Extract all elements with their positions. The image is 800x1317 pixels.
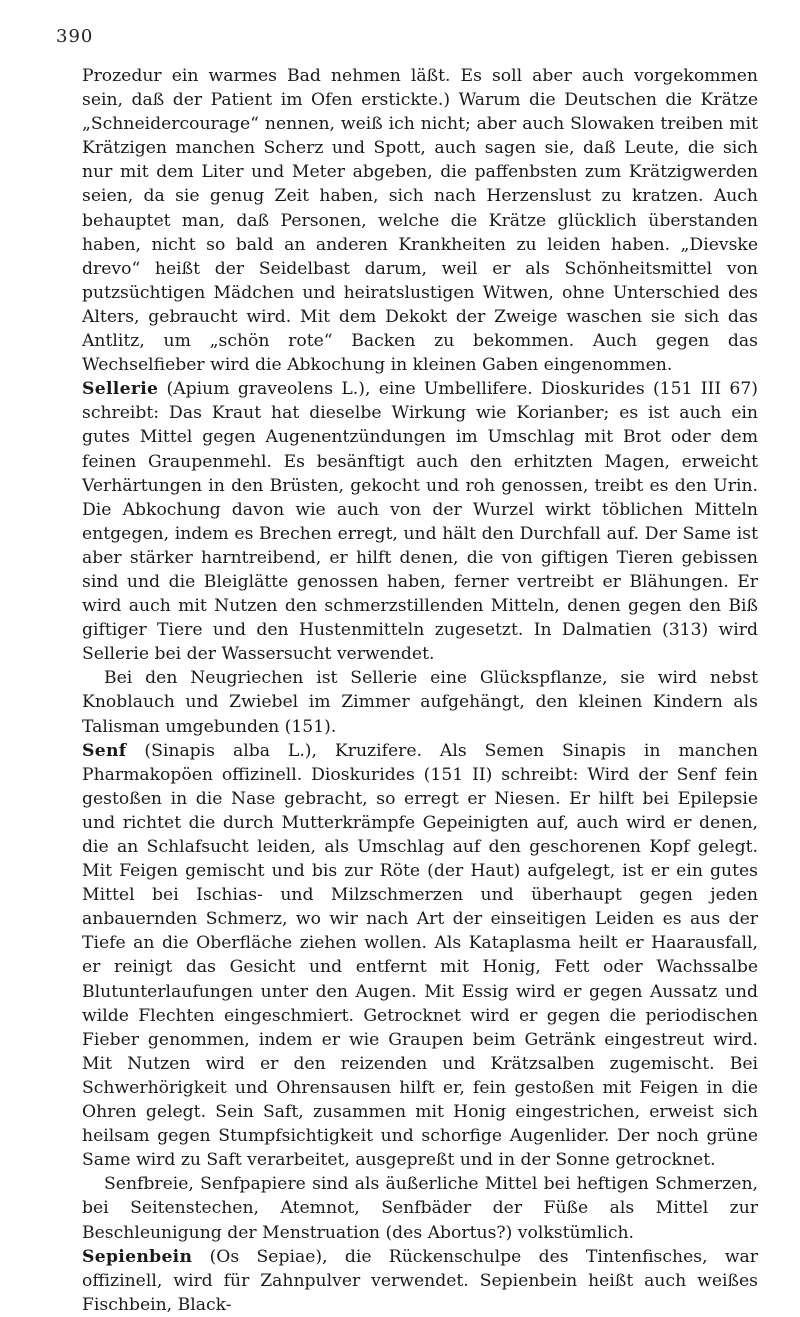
paragraph-continuation — [82, 64, 758, 377]
entry-sellerie — [82, 377, 758, 666]
paragraph-text: Prozedur ein warmes Bad nehmen läßt. Es soll aber auch vorgekommen sein, daß der Patient im Ofen erstickte.) Warum die Deutschen die Krätze „Schneidercourage“ nennen, weiß ich nicht; aber auch Slowaken treiben mit Krätzigen manchen Scherz und Spott, auch sagen sie, daß Leute, die sich nur mit dem Liter und Meter abgeben, die paffenbsten zum Krätzigwerden seien, da sie genug Zeit haben, sich nach Herzenslust zu kratzen. Auch behauptet man, daß Personen, welche die Krätze glücklich überstanden haben, nicht so bald an anderen Krankheiten zu leiden haben. „Dievske drevo“ heißt der Seidelbast darum, weil er als Schönheitsmittel von putzsüchtigen Mädchen und heiratslustigen Witwen, ohne Unterschied des Alters, gebraucht wird. Mit dem Dekokt der Zweige waschen sie sich das Antlitz, um „schön rote“ Backen zu bekommen. Auch gegen das Wechselfieber wird die Abkochung in kleinen Gaben eingenommen. — [82, 66, 758, 376]
page-body — [82, 64, 758, 1317]
entry-senf — [82, 739, 758, 1173]
entry-text: (Apium graveolens L.), eine Umbellifere. Dioskurides (151 III 67) schreibt: Das Kraut hat dieselbe Wirkung wie Korianber; es ist auch ein gutes Mittel gegen Augenentzündungen im Umschlag mit Brot oder dem feinen Graupenmehl. Es besänftigt auch den erhitzten Magen, erweicht Verhärtungen in den Brüsten, gekocht und roh genossen, treibt es den Urin. Die Abkochung davon wie auch von der Wurzel wirkt töblichen Mitteln entgegen, indem es Brechen erregt, und hält den Durchfall auf. Der Same ist aber stärker harntreibend, er hilft denen, die von giftigen Tieren gebissen sind und die Bleiglätte genossen haben, ferner vertreibt er Blähungen. Er wird auch mit Nutzen den schmerzstillenden Mitteln, denen gegen den Biß giftiger Tiere und den Hustenmitteln zugesetzt. In Dalmatien (313) wird Sellerie bei der Wassersucht verwendet. — [82, 379, 758, 665]
paragraph-senfbreie — [82, 1172, 758, 1244]
entry-text: (Sinapis alba L.), Kruzifere. Als Semen Sinapis in manchen Pharmakopöen offizinell. Dioskurides (151 II) schreibt: Wird der Senf fein gestoßen in die Nase gebracht, so erregt er Niesen. Er hilft bei Epilepsie und richtet die durch Mutterkrämpfe Gepeinigten auf, auch wird er denen, die an Schlafsucht leiden, als Umschlag auf den geschorenen Kopf gelegt. Mit Feigen gemischt und bis zur Röte (der Haut) aufgelegt, ist er ein gutes Mittel bei Ischias- und Milzschmerzen und überhaupt gegen jeden anbauernden Schmerz, wo wir nach Art der einseitigen Leiden es aus der Tiefe an die Oberfläche ziehen wollen. Als Kataplasma heilt er Haarausfall, er reinigt das Gesicht und entfernt mit Honig, Fett oder Wachssalbe Blutunterlaufungen unter den Augen. Mit Essig wird er gegen Aussatz und wilde Flechten eingeschmiert. Getrocknet wird er gegen die periodischen Fieber genommen, indem er wie Graupen beim Getränk eingestreut wird. Mit Nutzen wird er den reizenden und Krätzsalben zugemischt. Bei Schwerhörigkeit und Ohrensausen hilft er, fein gestoßen mit Feigen in die Ohren gelegt. Sein Saft, zusammen mit Honig eingestrichen, erweist sich heilsam gegen Stumpfsichtigkeit und schorfige Augenlider. Der noch grüne Same wird zu Saft verarbeitet, ausgepreßt und in der Sonne getrocknet. — [82, 740, 758, 1171]
entry-sepienbein — [82, 1245, 758, 1317]
entry-headword: Senf — [82, 740, 127, 761]
entry-text: (Os Sepiae), die Rückenschulpe des Tintenfisches, war offizinell, wird für Zahnpulver verwendet. Sepienbein heißt auch weißes Fischbein, Black- — [82, 1246, 758, 1315]
entry-headword: Sellerie — [82, 379, 159, 400]
entry-headword: Sepienbein — [82, 1246, 193, 1267]
paragraph-text: Senfbreie, Senfpapiere sind als äußerliche Mittel bei heftigen Schmerzen, bei Seitenstechen, Atemnot, Senfbäder der Füße als Mittel zur Beschleunigung der Menstruation (des Abortus?) volkstümlich. — [82, 1174, 758, 1243]
page-number: 390 — [56, 26, 94, 47]
paragraph-text: Bei den Neugriechen ist Sellerie eine Glückspflanze, sie wird nebst Knoblauch und Zwiebel im Zimmer aufgehängt, den kleinen Kindern als Talisman umgebunden (151). — [82, 668, 758, 737]
paragraph-neugriechen — [82, 666, 758, 738]
